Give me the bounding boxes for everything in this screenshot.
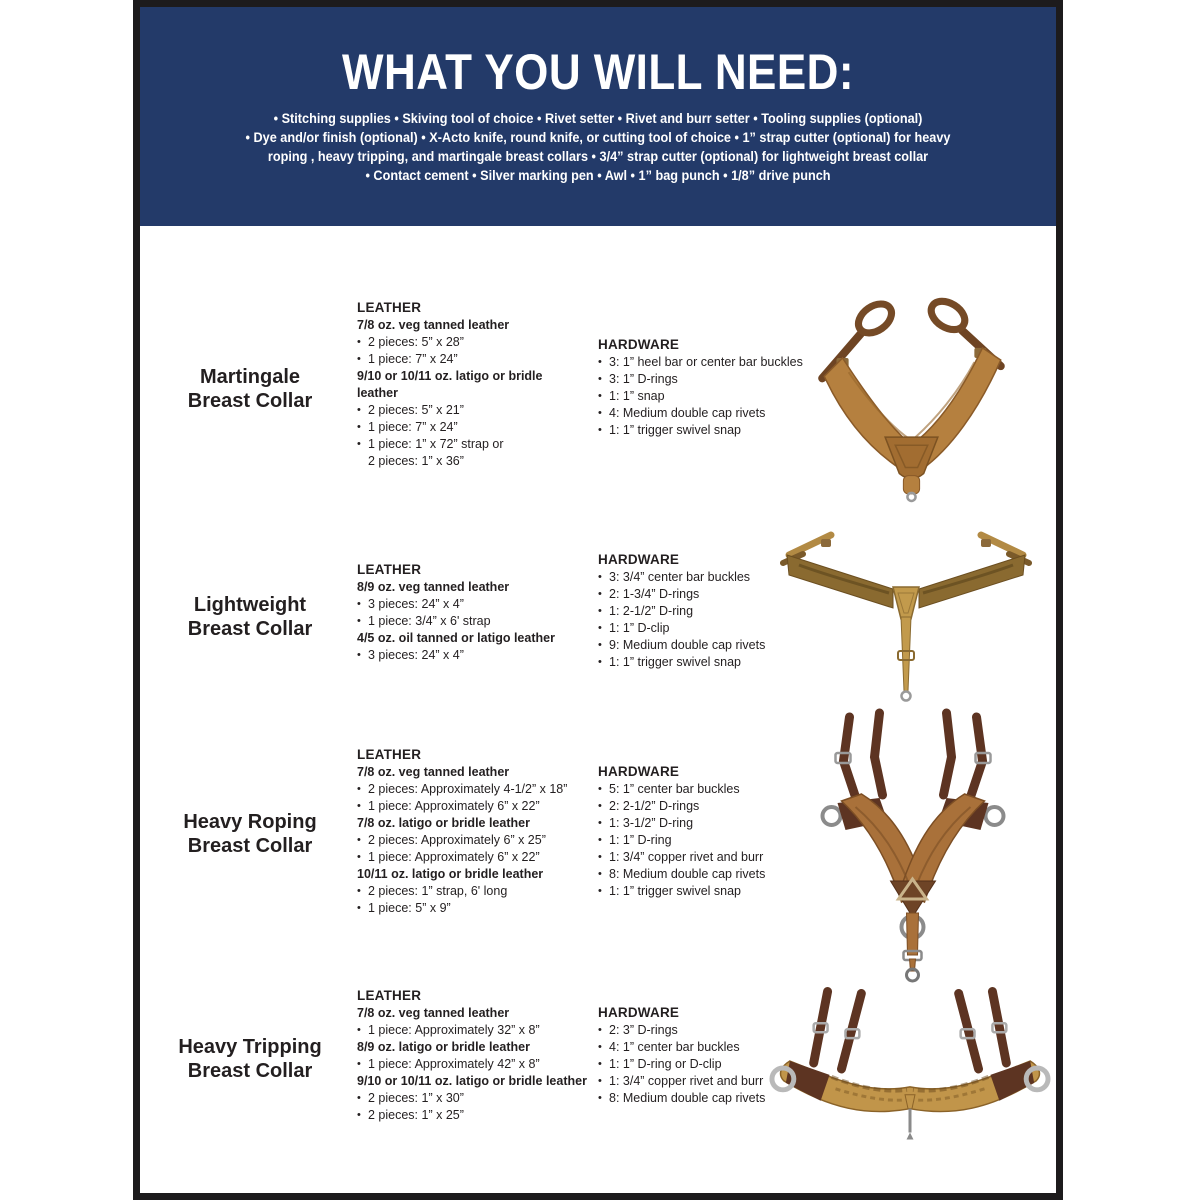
bullet-icon: • bbox=[598, 390, 602, 402]
supply-line: roping , heavy tripping, and martingale breast collars • 3/4” strap cutter (optional) for lightweight breast collar bbox=[267, 149, 929, 164]
list-item bbox=[598, 354, 833, 371]
list-item bbox=[357, 613, 617, 630]
hardware-column bbox=[598, 337, 833, 439]
bullet-icon: • bbox=[357, 649, 361, 661]
section-title-line2: Breast Collar bbox=[187, 835, 313, 857]
supply-line: • Contact cement • Silver marking pen • Awl • 1” bag punch • 1/8” drive punch bbox=[365, 168, 831, 183]
section-title-line1: Martingale bbox=[199, 366, 301, 388]
bullet-icon: • bbox=[357, 885, 361, 897]
hardware-list bbox=[598, 354, 833, 439]
hardware-heading: HARDWARE bbox=[598, 552, 680, 567]
list-item-text: 9: Medium double cap rivets bbox=[609, 638, 766, 652]
leather-heading: LEATHER bbox=[357, 562, 422, 577]
section-title-line2: Breast Collar bbox=[187, 390, 313, 412]
bullet-icon: • bbox=[357, 783, 361, 795]
list-item bbox=[357, 436, 585, 453]
list-item-text: 1 piece: Approximately 32” x 8” bbox=[368, 1023, 540, 1037]
list-item-text: 2 pieces: 5” x 28” bbox=[368, 335, 464, 349]
list-item bbox=[357, 798, 617, 815]
list-item-text: 1: 1” snap bbox=[609, 389, 665, 403]
list-item: 9/10 or 10/11 oz. latigo or bridle leather bbox=[357, 1074, 587, 1088]
list-item-text: 1 piece: Approximately 42” x 8” bbox=[368, 1057, 540, 1071]
list-item bbox=[598, 388, 833, 405]
list-item-text: 1: 2-1/2” D-ring bbox=[609, 604, 694, 618]
list-item-text: 3: 3/4” center bar buckles bbox=[609, 570, 751, 584]
list-item: 2 pieces: 1” x 36” bbox=[368, 454, 464, 468]
list-item-text: 2: 2-1/2” D-rings bbox=[609, 799, 700, 813]
list-item-text: 8: Medium double cap rivets bbox=[609, 867, 766, 881]
list-item: 4/5 oz. oil tanned or latigo leather bbox=[357, 631, 555, 645]
list-item-text: 4: 1” center bar buckles bbox=[609, 1040, 740, 1054]
bullet-icon: • bbox=[598, 622, 602, 634]
bullet-icon: • bbox=[357, 353, 361, 365]
list-item-text: 1: 1” trigger swivel snap bbox=[609, 655, 742, 669]
bullet-icon: • bbox=[598, 783, 602, 795]
bullet-icon: • bbox=[357, 615, 361, 627]
header-banner bbox=[140, 7, 1056, 226]
section-title bbox=[140, 593, 360, 641]
list-item-text: 1 piece: Approximately 6” x 22” bbox=[368, 799, 540, 813]
heavy-roping-breast-collar-photo bbox=[785, 703, 1041, 983]
list-item-text: 1 piece: 1” x 72” strap or bbox=[368, 437, 504, 451]
lightweight-breast-collar-photo bbox=[780, 513, 1032, 703]
leather-list bbox=[357, 317, 585, 470]
list-item-text: 3 pieces: 24” x 4” bbox=[368, 597, 464, 611]
list-item-text: 5: 1” center bar buckles bbox=[609, 782, 740, 796]
bullet-icon: • bbox=[357, 404, 361, 416]
bullet-icon: • bbox=[598, 571, 602, 583]
list-item-text: 8: Medium double cap rivets bbox=[609, 1091, 766, 1105]
bullet-icon: • bbox=[598, 885, 602, 897]
bullet-icon: • bbox=[598, 1092, 602, 1104]
list-item-text: 3: 1” D-rings bbox=[609, 372, 678, 386]
list-item: 9/10 or 10/11 oz. latigo or bridle leather bbox=[357, 369, 543, 400]
list-item-text: 3: 1” heel bar or center bar buckles bbox=[609, 355, 803, 369]
list-item-text: 2 pieces: Approximately 4-1/2” x 18” bbox=[368, 782, 568, 796]
bullet-icon: • bbox=[357, 1109, 361, 1121]
page-frame bbox=[133, 0, 1063, 1200]
list-item bbox=[357, 402, 585, 419]
section-title bbox=[140, 365, 360, 413]
list-item bbox=[357, 1107, 657, 1124]
bullet-icon: • bbox=[598, 851, 602, 863]
list-item-text: 2 pieces: 1” x 30” bbox=[368, 1091, 464, 1105]
leather-heading: LEATHER bbox=[357, 988, 422, 1003]
bullet-icon: • bbox=[598, 868, 602, 880]
list-item bbox=[357, 832, 617, 849]
hardware-heading: HARDWARE bbox=[598, 337, 680, 352]
list-item-text: 1: 1” trigger swivel snap bbox=[609, 884, 742, 898]
hardware-heading: HARDWARE bbox=[598, 764, 680, 779]
list-item-text: 3 pieces: 24” x 4” bbox=[368, 648, 464, 662]
list-item-text: 1: 1” D-clip bbox=[609, 621, 670, 635]
list-item-text: 1 piece: 5” x 9” bbox=[368, 901, 451, 915]
list-item bbox=[357, 849, 617, 866]
list-item bbox=[598, 371, 833, 388]
list-item-text: 1 piece: 7” x 24” bbox=[368, 420, 458, 434]
list-item-text: 1 piece: Approximately 6” x 22” bbox=[368, 850, 540, 864]
list-item bbox=[357, 781, 617, 798]
bullet-icon: • bbox=[598, 817, 602, 829]
bullet-icon: • bbox=[598, 1058, 602, 1070]
section-title-line2: Breast Collar bbox=[187, 1060, 313, 1082]
bullet-icon: • bbox=[598, 1041, 602, 1053]
list-item-text: 2: 3” D-rings bbox=[609, 1023, 678, 1037]
bullet-icon: • bbox=[357, 1058, 361, 1070]
bullet-icon: • bbox=[357, 1024, 361, 1036]
list-item: 8/9 oz. veg tanned leather bbox=[357, 580, 510, 594]
bullet-icon: • bbox=[598, 424, 602, 436]
list-item bbox=[357, 351, 585, 368]
martingale-breast-collar-photo bbox=[808, 285, 1016, 503]
list-item: 7/8 oz. latigo or bridle leather bbox=[357, 816, 530, 830]
leather-column bbox=[357, 300, 585, 470]
leather-column bbox=[357, 562, 617, 664]
leather-column bbox=[357, 747, 617, 917]
leather-list bbox=[357, 579, 617, 664]
section-title-line1: Heavy Roping bbox=[183, 811, 317, 833]
list-item bbox=[357, 900, 617, 917]
hardware-heading: HARDWARE bbox=[598, 1005, 680, 1020]
supply-list bbox=[167, 109, 1028, 185]
list-item-text: 1: 1” trigger swivel snap bbox=[609, 423, 742, 437]
list-item bbox=[357, 647, 617, 664]
bullet-icon: • bbox=[598, 834, 602, 846]
page-title: WHAT YOU WILL NEED: bbox=[342, 44, 854, 100]
bullet-icon: • bbox=[598, 656, 602, 668]
bullet-icon: • bbox=[357, 834, 361, 846]
list-item-text: 1: 3-1/2” D-ring bbox=[609, 816, 694, 830]
bullet-icon: • bbox=[357, 438, 361, 450]
bullet-icon: • bbox=[598, 1024, 602, 1036]
list-item: 7/8 oz. veg tanned leather bbox=[357, 318, 510, 332]
bullet-icon: • bbox=[598, 356, 602, 368]
bullet-icon: • bbox=[357, 902, 361, 914]
list-item-text: 1: 1” D-ring or D-clip bbox=[609, 1057, 722, 1071]
section-title-line2: Breast Collar bbox=[187, 618, 313, 640]
list-item-text: 2: 1-3/4” D-rings bbox=[609, 587, 700, 601]
list-item bbox=[357, 596, 617, 613]
supply-line: • Stitching supplies • Skiving tool of choice • Rivet setter • Rivet and burr setter • Tooling supplies (optional) bbox=[273, 111, 923, 126]
leather-heading: LEATHER bbox=[357, 747, 422, 762]
list-item bbox=[357, 883, 617, 900]
list-item-text: 1 piece: 7” x 24” bbox=[368, 352, 458, 366]
list-item bbox=[357, 419, 585, 436]
bullet-icon: • bbox=[598, 605, 602, 617]
list-item-text: 1: 3/4” copper rivet and burr bbox=[609, 850, 764, 864]
list-item: 8/9 oz. latigo or bridle leather bbox=[357, 1040, 530, 1054]
bullet-icon: • bbox=[357, 421, 361, 433]
bullet-icon: • bbox=[357, 1092, 361, 1104]
section-title-line1: Heavy Tripping bbox=[178, 1036, 322, 1058]
leather-list bbox=[357, 764, 617, 917]
bullet-icon: • bbox=[598, 800, 602, 812]
list-item bbox=[598, 422, 833, 439]
list-item-text: 1: 1” D-ring bbox=[609, 833, 672, 847]
bullet-icon: • bbox=[357, 336, 361, 348]
leather-heading: LEATHER bbox=[357, 300, 422, 315]
bullet-icon: • bbox=[598, 639, 602, 651]
bullet-icon: • bbox=[357, 598, 361, 610]
bullet-icon: • bbox=[598, 588, 602, 600]
bullet-icon: • bbox=[598, 407, 602, 419]
list-item bbox=[598, 405, 833, 422]
list-item-text: 1 piece: 3/4” x 6' strap bbox=[368, 614, 491, 628]
list-item-text: 2 pieces: Approximately 6” x 25” bbox=[368, 833, 546, 847]
list-item-text: 2 pieces: 1” x 25” bbox=[368, 1108, 464, 1122]
bullet-icon: • bbox=[357, 800, 361, 812]
section-title bbox=[140, 810, 360, 858]
list-item-text: 4: Medium double cap rivets bbox=[609, 406, 766, 420]
section-title-line1: Lightweight bbox=[193, 594, 307, 616]
bullet-icon: • bbox=[598, 1075, 602, 1087]
bullet-icon: • bbox=[357, 851, 361, 863]
list-item-text: 1: 3/4” copper rivet and burr bbox=[609, 1074, 764, 1088]
list-item: 7/8 oz. veg tanned leather bbox=[357, 765, 510, 779]
supply-line: • Dye and/or finish (optional) • X-Acto knife, round knife, or cutting tool of choice • 1” strap cutter (optional) for heavy bbox=[245, 130, 951, 145]
list-item-text: 2 pieces: 1” strap, 6' long bbox=[368, 884, 508, 898]
list-item bbox=[357, 334, 585, 351]
list-item-text: 2 pieces: 5” x 21” bbox=[368, 403, 464, 417]
bullet-icon: • bbox=[598, 373, 602, 385]
section-title bbox=[140, 1035, 360, 1083]
list-item: 7/8 oz. veg tanned leather bbox=[357, 1006, 510, 1020]
list-item: 10/11 oz. latigo or bridle leather bbox=[357, 867, 544, 881]
heavy-tripping-breast-collar-photo bbox=[766, 983, 1054, 1143]
